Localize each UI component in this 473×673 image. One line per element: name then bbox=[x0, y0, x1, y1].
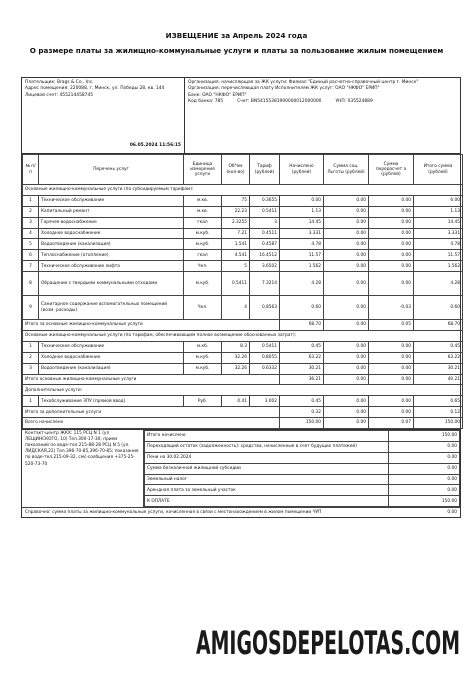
row-number: 2 bbox=[23, 206, 39, 217]
table-row bbox=[23, 296, 463, 320]
total: 14.45 bbox=[414, 217, 463, 228]
summary-label: Переходящий остаток (задолженность): средства, начисленные в счет будущих платежей) bbox=[145, 441, 389, 452]
summary-row bbox=[145, 496, 460, 507]
service-name: Техническое обслуживание bbox=[39, 195, 184, 206]
bank-name: Банк: ОАО "НКФО" ЕРИП" bbox=[188, 92, 247, 98]
issue-date: 06.05.2024 11:56:15 bbox=[129, 142, 181, 148]
billing-org: Организация, начисляющая за ЖК услуги: Филиал "Единый расчетно-справочный центр г. Минск" bbox=[188, 80, 419, 85]
column-header: Об*ем (кол-во) bbox=[222, 155, 250, 185]
unit: гкал bbox=[184, 217, 222, 228]
table-row bbox=[23, 272, 463, 296]
benefit: 0.00 bbox=[324, 206, 369, 217]
total: 63.22 bbox=[414, 352, 463, 363]
section-heading-row bbox=[23, 385, 463, 396]
total: 0.65 bbox=[414, 396, 463, 407]
volume: 0.41 bbox=[222, 396, 250, 407]
unit: м.кв. bbox=[184, 195, 222, 206]
table-row bbox=[23, 363, 463, 374]
charged: 1.13 bbox=[280, 206, 324, 217]
summary-label: Пени на 30.02.2024 bbox=[145, 452, 389, 463]
benefit: 0.00 bbox=[324, 407, 369, 418]
grand-total-row bbox=[23, 418, 463, 429]
table-row bbox=[23, 341, 463, 352]
service-name: Техобслуживание ЗПУ (прямой ввод) bbox=[39, 396, 184, 407]
summary-value: 0.00 bbox=[389, 463, 460, 474]
recalculation: 0.00 bbox=[369, 250, 414, 261]
tariff: 0.4511 bbox=[250, 228, 280, 239]
invoice-form bbox=[21, 77, 461, 518]
recalculation: 0.00 bbox=[369, 374, 414, 385]
service-name: Капитальный ремонт bbox=[39, 206, 184, 217]
summary-label: Сумма безналичной жилищной субсидии bbox=[145, 463, 389, 474]
summary-row bbox=[145, 474, 460, 485]
subtotal-label: Итого основные жилищно-коммунальные услуги bbox=[23, 374, 280, 385]
row-number: 2 bbox=[23, 352, 39, 363]
service-name: Горячее водоснабжение bbox=[39, 217, 184, 228]
reference-note bbox=[22, 507, 460, 517]
bank-details bbox=[188, 99, 457, 105]
recalculation: 0.00 bbox=[369, 363, 414, 374]
summary-value: 0.00 bbox=[389, 485, 460, 496]
summary-label: Земельный налог bbox=[145, 474, 389, 485]
total: 0.12 bbox=[414, 407, 463, 418]
table-row bbox=[23, 217, 463, 228]
benefit: 0.00 bbox=[324, 363, 369, 374]
reference-note-text: Справочно: сумма платы за жилищно-коммунальные услуги, начисленная в связи с местонахождением в жилом помещении ЧУП bbox=[25, 510, 322, 516]
table-row bbox=[23, 239, 463, 250]
unit: гкал bbox=[184, 250, 222, 261]
summary-label: К ОПЛАТЕ bbox=[145, 496, 389, 507]
summary-value: 150.00 bbox=[389, 496, 460, 507]
grand-total-label: Всего начислено bbox=[23, 418, 280, 429]
charged: 0.45 bbox=[280, 341, 324, 352]
benefit: 0.00 bbox=[324, 296, 369, 320]
recalculation: 0.05 bbox=[369, 320, 414, 331]
benefit: 0.00 bbox=[324, 239, 369, 250]
charged: 0.60 bbox=[280, 296, 324, 320]
service-name: Водоотведение (канализация) bbox=[39, 363, 184, 374]
row-number: 3 bbox=[23, 217, 39, 228]
service-name: Техническое обслуживание лифта bbox=[39, 261, 184, 272]
section-heading-row bbox=[23, 185, 463, 196]
column-header: Итого сумма (рублей) bbox=[414, 155, 463, 185]
tariff: 0.8563 bbox=[250, 296, 280, 320]
recalculation: 0.00 bbox=[369, 272, 414, 296]
unit: м.куб. bbox=[184, 228, 222, 239]
bank-account: Счет: BN54155381900000012000000 bbox=[237, 98, 322, 104]
total: 30.21 bbox=[414, 363, 463, 374]
benefit: 0.00 bbox=[324, 228, 369, 239]
benefit: 0.00 bbox=[324, 250, 369, 261]
subtotal-row bbox=[23, 374, 463, 385]
premises-address: Адрес помещения: 220088, г. Минск, ул. Победы 28, кв. 144 bbox=[25, 86, 165, 92]
row-number: 5 bbox=[23, 239, 39, 250]
total: 0.45 bbox=[414, 341, 463, 352]
recalculation: 0.07 bbox=[369, 418, 414, 429]
unit: м.куб. bbox=[184, 363, 222, 374]
tariff: 0.4587 bbox=[250, 239, 280, 250]
tariff: 7.3214 bbox=[250, 272, 280, 296]
volume: 32.26 bbox=[222, 352, 250, 363]
row-number: 8 bbox=[23, 272, 39, 296]
charged: 150.00 bbox=[280, 418, 324, 429]
charged: 0.45 bbox=[280, 396, 324, 407]
total: 3.331 bbox=[414, 228, 463, 239]
column-header: Единица измерения услуги bbox=[184, 155, 222, 185]
recalculation: 0.00 bbox=[369, 228, 414, 239]
column-header: Сумма соц. Льготы (рублей) bbox=[324, 155, 369, 185]
row-number: 1 bbox=[23, 341, 39, 352]
total: 6.00 bbox=[414, 195, 463, 206]
volume: 4 bbox=[222, 296, 250, 320]
charged: 36.21 bbox=[280, 374, 324, 385]
recalculation: 0.00 bbox=[369, 352, 414, 363]
table-row bbox=[23, 352, 463, 363]
total: 150.00 bbox=[414, 418, 463, 429]
bank-code: Код банка: 785 bbox=[188, 98, 224, 104]
subtotal-row bbox=[23, 320, 463, 331]
charged: 4.78 bbox=[280, 239, 324, 250]
tariff: 3.002 bbox=[250, 396, 280, 407]
subtotal-label: Итого за основные жилищно-коммунальные услуги bbox=[23, 320, 280, 331]
tariff: 16.4512 bbox=[250, 250, 280, 261]
recalculation: 0.00 bbox=[369, 195, 414, 206]
summary-value: 0.00 bbox=[389, 452, 460, 463]
volume: 8.3 bbox=[222, 341, 250, 352]
charged: 68.70 bbox=[280, 320, 324, 331]
benefit: 0.00 bbox=[324, 418, 369, 429]
section-title: Основные жилищно-коммунальные услуги (по субсидируемым тарифам): bbox=[23, 185, 463, 196]
charged: 0.32 bbox=[280, 407, 324, 418]
site-watermark-logo bbox=[196, 622, 460, 658]
tariff: 3.6502 bbox=[250, 261, 280, 272]
unit: Чел. bbox=[184, 261, 222, 272]
charged: 63.22 bbox=[280, 352, 324, 363]
payer-name: Плательщик: Brags & Co., Inc. bbox=[25, 80, 94, 85]
total: 1.13 bbox=[414, 206, 463, 217]
service-name: Холодное водоснабжение bbox=[39, 352, 184, 363]
charged: 14.45 bbox=[280, 217, 324, 228]
unit: м.куб. bbox=[184, 272, 222, 296]
column-header: № п/п bbox=[23, 155, 39, 185]
unit: м.кб. bbox=[184, 341, 222, 352]
summary-label: Арендная плата за земельный участок bbox=[145, 485, 389, 496]
row-number: 4 bbox=[23, 228, 39, 239]
benefit: 0.00 bbox=[324, 272, 369, 296]
table-row bbox=[23, 250, 463, 261]
charged: 1.562 bbox=[280, 261, 324, 272]
summary-block bbox=[22, 429, 460, 507]
unp-number: УНП: 035524889 bbox=[335, 98, 373, 104]
watermark-text: AMIGOSDEPELOTAS.COM bbox=[196, 624, 460, 658]
summary-value: 150.00 bbox=[389, 431, 460, 442]
benefit: 0.00 bbox=[324, 374, 369, 385]
benefit: 0.00 bbox=[324, 352, 369, 363]
summary-value: 0.00 bbox=[389, 474, 460, 485]
recalculation: 0.00 bbox=[369, 396, 414, 407]
document-subtitle: О размере платы за жилищно-коммунальные услуги и платы за пользование жилым помещением bbox=[29, 46, 444, 55]
summary-row bbox=[145, 431, 460, 442]
volume: 4.541 bbox=[222, 250, 250, 261]
service-name: Обращение с твердыми коммунальными отходами bbox=[39, 272, 184, 296]
summary-table bbox=[144, 430, 460, 507]
row-number: 3 bbox=[23, 363, 39, 374]
charged: 3.331 bbox=[280, 228, 324, 239]
total: 4.78 bbox=[414, 239, 463, 250]
services-table bbox=[22, 154, 463, 429]
row-number: 1 bbox=[23, 396, 39, 407]
row-number: 7 bbox=[23, 261, 39, 272]
subtotal-row bbox=[23, 407, 463, 418]
row-number: 1 bbox=[23, 195, 39, 206]
payee-org: Организация, перечисляющая плату Исполнителям ЖК услуг: ОАО "НКФО" ЕРИП" bbox=[188, 86, 380, 92]
total: 40.21 bbox=[414, 374, 463, 385]
service-name: Санитарное содержание вспомогательных помещений (возм. расходы) bbox=[39, 296, 184, 320]
summary-row bbox=[145, 452, 460, 463]
recalculation: 0.00 bbox=[369, 239, 414, 250]
benefit: 0.00 bbox=[324, 396, 369, 407]
section-title: Дополнительные услуги: bbox=[23, 385, 463, 396]
section-heading-row bbox=[23, 331, 463, 342]
table-row bbox=[23, 206, 463, 217]
recalculation: 0.00 bbox=[369, 407, 414, 418]
unit: Чел. bbox=[184, 296, 222, 320]
services-body bbox=[23, 185, 463, 429]
unit: м.куб. bbox=[184, 352, 222, 363]
section-title: Основные жилищно-коммунальные услуги (по тарифам, обеспечивающим полное возмещение обоснованных затрат): bbox=[23, 331, 463, 342]
benefit: 0.00 bbox=[324, 261, 369, 272]
column-header: Сумма перерасчет а (рублей) bbox=[369, 155, 414, 185]
service-name: Водоотведение (канализация) bbox=[39, 239, 184, 250]
reference-note-value: 0.00 bbox=[447, 510, 457, 516]
invoice-header bbox=[22, 78, 460, 154]
total: 11.57 bbox=[414, 250, 463, 261]
service-name: Теплоснабжение (отопление) bbox=[39, 250, 184, 261]
account-number: Лицевой счет: 455214458745 bbox=[25, 92, 94, 98]
payer-block bbox=[22, 78, 185, 153]
unit: м.куб. bbox=[184, 239, 222, 250]
row-number: 6 bbox=[23, 250, 39, 261]
volume: 75 bbox=[222, 195, 250, 206]
summary-value: 0.00 bbox=[389, 441, 460, 452]
charged: 4.28 bbox=[280, 272, 324, 296]
volume: 7.21 bbox=[222, 228, 250, 239]
charged: 30.21 bbox=[280, 363, 324, 374]
recalculation: 0.00 bbox=[369, 261, 414, 272]
column-header: Начислено (рублей) bbox=[280, 155, 324, 185]
volume: 32.26 bbox=[222, 363, 250, 374]
volume: 2.3255 bbox=[222, 217, 250, 228]
recalculation: 0.00 bbox=[369, 341, 414, 352]
volume: 5 bbox=[222, 261, 250, 272]
row-number: 9 bbox=[23, 296, 39, 320]
summary-label: Итого начислено bbox=[145, 431, 389, 442]
subtotal-label: Итого за дополнительные услуги bbox=[23, 407, 280, 418]
charged: 11.57 bbox=[280, 250, 324, 261]
volume: 22.23 bbox=[222, 206, 250, 217]
total: 68.70 bbox=[414, 320, 463, 331]
tariff: 3 bbox=[250, 217, 280, 228]
table-row bbox=[23, 261, 463, 272]
benefit: 0.00 bbox=[324, 341, 369, 352]
contact-info: Контакт-центр ЖКХ: 115 РСЦ N 1 (ул ЛЕЩИНСКОГО, 10) Тел.300-17-30; прием показаний по воде-тел.215-88-28 РСЦ N 5 (ул. ЛИДСКАЯ,22) Тел.396-70-85,396-70-85; показания по воде-тел.215-09-32, смс-сообщения +375-25-520-73-70 bbox=[22, 430, 144, 507]
tariff: 0.6332 bbox=[250, 363, 280, 374]
volume: 0.5411 bbox=[222, 272, 250, 296]
recalculation: 0.00 bbox=[369, 217, 414, 228]
benefit: 0.00 bbox=[324, 195, 369, 206]
tariff: 0.3655 bbox=[250, 195, 280, 206]
summary-row bbox=[145, 441, 460, 452]
summary-row bbox=[145, 485, 460, 496]
tariff: 0.5411 bbox=[250, 341, 280, 352]
recalculation: -0.03 bbox=[369, 296, 414, 320]
document-title: ИЗВЕЩЕНИЕ за Апрель 2024 года bbox=[165, 31, 308, 40]
charged: 0.00 bbox=[280, 195, 324, 206]
summary-row bbox=[145, 463, 460, 474]
benefit: 0.00 bbox=[324, 320, 369, 331]
total: 4.28 bbox=[414, 272, 463, 296]
table-row bbox=[23, 195, 463, 206]
column-header: Тариф (рублей) bbox=[250, 155, 280, 185]
unit: м.кв. bbox=[184, 206, 222, 217]
benefit: 0.00 bbox=[324, 217, 369, 228]
tariff: 0.5411 bbox=[250, 206, 280, 217]
volume: 1.541 bbox=[222, 239, 250, 250]
unit: Руб. bbox=[184, 396, 222, 407]
total: 1.562 bbox=[414, 261, 463, 272]
table-row bbox=[23, 228, 463, 239]
column-header: Перечень услуг bbox=[39, 155, 184, 185]
tariff: 0.8055 bbox=[250, 352, 280, 363]
recalculation: 0.00 bbox=[369, 206, 414, 217]
column-header-row bbox=[23, 155, 463, 185]
service-name: Холодное водоснабжение bbox=[39, 228, 184, 239]
total: 0.60 bbox=[414, 296, 463, 320]
service-name: Техническое обслуживание bbox=[39, 341, 184, 352]
payee-block bbox=[185, 78, 460, 153]
table-row bbox=[23, 396, 463, 407]
